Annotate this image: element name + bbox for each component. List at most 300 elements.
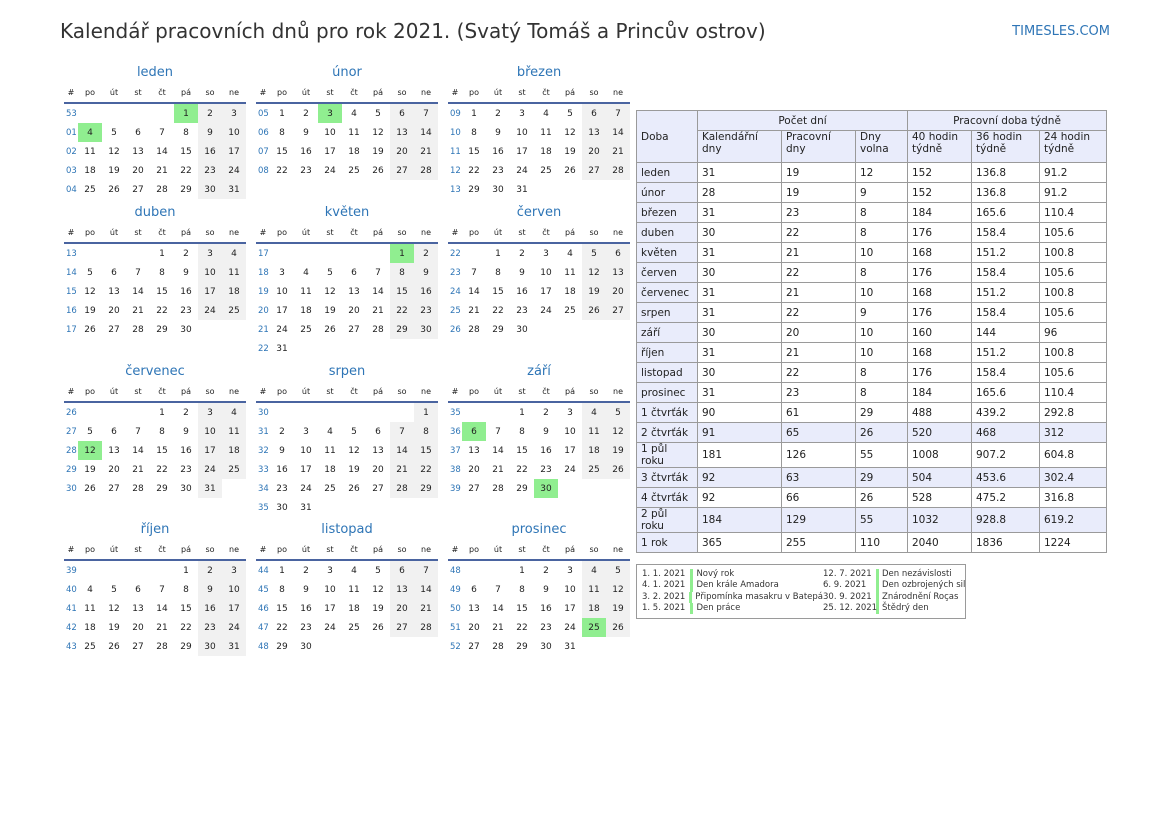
day-cell: 27: [108, 324, 120, 335]
day-cell: 2: [495, 108, 501, 119]
day-cell: 13: [372, 445, 384, 456]
day-cell: 16: [276, 464, 288, 475]
day-cell: 20: [390, 142, 414, 161]
day-cell: 23: [276, 483, 288, 494]
day-cell: [342, 243, 366, 263]
summary-value: 528: [908, 488, 972, 508]
holiday-name: Znárodnění Roças: [882, 591, 959, 602]
week-number: 39: [450, 483, 461, 494]
day-cell: [366, 402, 390, 422]
weekday-header: so: [390, 223, 414, 243]
site-link[interactable]: TIMESLES.COM: [1012, 24, 1110, 39]
day-cell: 28: [372, 324, 384, 335]
weekday-header: st: [510, 540, 534, 560]
day-cell: 7: [390, 422, 414, 441]
day-cell: 18: [582, 599, 606, 618]
day-cell: 15: [180, 603, 192, 614]
week-number: 07: [258, 146, 269, 157]
day-cell: 23: [180, 305, 192, 316]
day-cell: 18: [324, 464, 336, 475]
day-cell: 14: [132, 286, 144, 297]
day-cell: 9: [183, 426, 189, 437]
day-cell: 11: [222, 263, 246, 282]
weekday-header: pá: [366, 382, 390, 402]
week-number: 27: [66, 426, 77, 437]
weekday-header: st: [510, 382, 534, 402]
summary-value: 453.6: [972, 468, 1040, 488]
day-cell: 4: [582, 560, 606, 580]
day-cell: 17: [564, 603, 576, 614]
summary-value: 488: [908, 403, 972, 423]
day-cell: 6: [111, 267, 117, 278]
day-cell: 26: [324, 324, 336, 335]
day-cell: [606, 479, 630, 498]
month-calendar: [256, 364, 438, 517]
summary-period: srpen: [637, 303, 698, 323]
day-cell: 11: [582, 422, 606, 441]
weekday-header: út: [102, 540, 126, 560]
day-cell: 8: [414, 422, 438, 441]
day-cell: 10: [324, 584, 336, 595]
weekday-header: čt: [534, 223, 558, 243]
weekday-header: so: [582, 382, 606, 402]
weekday-header: po: [462, 223, 486, 243]
day-cell: 8: [183, 584, 189, 595]
day-cell: 21: [606, 142, 630, 161]
day-cell: 9: [198, 580, 222, 599]
day-cell: 31: [198, 479, 222, 498]
summary-value: 9: [856, 303, 908, 323]
day-cell: 31: [300, 502, 312, 513]
summary-period: 4 čtvrťák: [637, 488, 698, 508]
summary-value: 152: [908, 163, 972, 183]
summary-row: [637, 203, 1107, 223]
day-cell: 1: [279, 565, 285, 576]
weekday-header: po: [78, 382, 102, 402]
day-cell: 20: [108, 305, 120, 316]
summary-row: [637, 263, 1107, 283]
day-cell: 6: [606, 243, 630, 263]
day-cell: 22: [156, 464, 168, 475]
day-cell: [318, 402, 342, 422]
day-cell: 13: [468, 445, 480, 456]
day-cell: 23: [414, 301, 438, 320]
day-cell: 24: [198, 460, 222, 479]
day-cell: 1: [471, 108, 477, 119]
summary-value: 184: [698, 508, 782, 533]
week-number: 38: [450, 464, 461, 475]
day-cell: 22: [156, 305, 168, 316]
weekday-header: st: [126, 223, 150, 243]
day-cell: [342, 498, 366, 517]
weekday-header: čt: [534, 540, 558, 560]
weekday-header: pá: [174, 382, 198, 402]
weekday-header: čt: [150, 223, 174, 243]
day-cell: 19: [108, 165, 120, 176]
day-cell: 6: [462, 422, 486, 441]
month-calendar: [64, 65, 246, 199]
summary-value: 55: [856, 508, 908, 533]
day-cell: 23: [540, 464, 552, 475]
day-cell: 19: [564, 146, 576, 157]
day-cell: 18: [564, 286, 576, 297]
week-number: 04: [66, 184, 77, 195]
day-cell: 30: [540, 641, 552, 652]
summary-value: 21: [782, 283, 856, 303]
summary-period: duben: [637, 223, 698, 243]
summary-value: 907.2: [972, 443, 1040, 468]
day-cell: 19: [372, 603, 384, 614]
day-cell: 5: [351, 426, 357, 437]
legend-row: [642, 580, 965, 591]
day-cell: 31: [222, 637, 246, 656]
weekday-header: pá: [174, 540, 198, 560]
week-number: 26: [450, 324, 461, 335]
summary-value: 61: [782, 403, 856, 423]
summary-period: 1 rok: [637, 533, 698, 553]
day-cell: 24: [516, 165, 528, 176]
day-cell: 21: [414, 599, 438, 618]
day-cell: 21: [468, 305, 480, 316]
summary-value: 152: [908, 183, 972, 203]
day-cell: 30: [300, 641, 312, 652]
weekday-header: po: [270, 223, 294, 243]
month-name: srpen: [328, 364, 366, 379]
day-cell: 4: [543, 108, 549, 119]
summary-value: 19: [782, 183, 856, 203]
summary-value: 12: [856, 163, 908, 183]
day-cell: 5: [327, 267, 333, 278]
day-cell: [582, 637, 606, 656]
legend-item: [823, 569, 965, 580]
summary-value: 158.4: [972, 363, 1040, 383]
day-cell: 6: [111, 426, 117, 437]
day-cell: 12: [108, 146, 120, 157]
weekday-header: pá: [558, 382, 582, 402]
day-cell: 1: [495, 248, 501, 259]
day-cell: 26: [84, 324, 96, 335]
day-cell: 2: [183, 407, 189, 418]
day-cell: 14: [414, 580, 438, 599]
day-cell: [534, 320, 558, 339]
month-name: březen: [516, 65, 562, 80]
day-cell: 24: [198, 301, 222, 320]
week-number: 14: [66, 267, 77, 278]
weekday-header: ne: [414, 540, 438, 560]
day-cell: 7: [606, 103, 630, 123]
weekday-header: #: [64, 540, 78, 560]
summary-value: 92: [698, 468, 782, 488]
week-number: 05: [258, 108, 269, 119]
summary-value: 31: [698, 383, 782, 403]
day-cell: 13: [606, 263, 630, 282]
summary-value: 23: [782, 383, 856, 403]
day-cell: 16: [180, 286, 192, 297]
summary-value: 302.4: [1040, 468, 1107, 488]
week-number: 30: [66, 483, 77, 494]
day-cell: 7: [495, 584, 501, 595]
summary-value: 91: [698, 423, 782, 443]
summary-value: 105.6: [1040, 263, 1107, 283]
day-cell: 23: [516, 305, 528, 316]
summary-row: [637, 423, 1107, 443]
month-name: leden: [136, 65, 174, 80]
day-cell: 21: [156, 622, 168, 633]
summary-value: 21: [782, 243, 856, 263]
summary-value: 31: [698, 243, 782, 263]
day-cell: 19: [582, 282, 606, 301]
day-cell: 20: [372, 464, 384, 475]
weekday-header: po: [270, 83, 294, 103]
day-cell: 13: [132, 146, 144, 157]
summary-value: 181: [698, 443, 782, 468]
day-cell: 14: [414, 123, 438, 142]
summary-value: 91.2: [1040, 183, 1107, 203]
day-cell: 28: [414, 161, 438, 180]
day-cell: [414, 498, 438, 517]
week-number: 15: [66, 286, 77, 297]
day-cell: [150, 560, 174, 580]
weekday-header: pá: [558, 540, 582, 560]
day-cell: [390, 637, 414, 656]
day-cell: 27: [390, 161, 414, 180]
holiday-date: 30. 9. 2021: [823, 592, 879, 603]
month-name: listopad: [321, 522, 373, 537]
week-number: 40: [66, 584, 77, 595]
summary-value: 10: [856, 343, 908, 363]
day-cell: 3: [222, 560, 246, 580]
day-cell: [78, 560, 102, 580]
day-cell: 29: [516, 483, 528, 494]
day-cell: 15: [516, 445, 528, 456]
week-number: 50: [450, 603, 461, 614]
day-cell: 9: [303, 584, 309, 595]
day-cell: 9: [543, 426, 549, 437]
day-cell: 2: [543, 407, 549, 418]
week-number: 25: [450, 305, 461, 316]
day-cell: 16: [300, 146, 312, 157]
summary-row: [637, 403, 1107, 423]
day-cell: [318, 637, 342, 656]
month-calendar: [448, 522, 630, 656]
day-cell: [318, 243, 342, 263]
day-cell: 24: [564, 464, 576, 475]
summary-value: 96: [1040, 323, 1107, 343]
day-cell: 12: [372, 127, 384, 138]
weekday-header: so: [198, 540, 222, 560]
day-cell: 10: [222, 580, 246, 599]
day-cell: 3: [567, 407, 573, 418]
day-cell: 20: [582, 142, 606, 161]
day-cell: 7: [375, 267, 381, 278]
day-cell: 1: [174, 103, 198, 123]
summary-subhead: 36 hodin týdně: [972, 131, 1040, 163]
summary-value: 66: [782, 488, 856, 508]
summary-value: 105.6: [1040, 303, 1107, 323]
day-cell: [582, 479, 606, 498]
day-cell: 21: [132, 305, 144, 316]
day-cell: 22: [492, 305, 504, 316]
day-cell: 28: [156, 184, 168, 195]
legend-item: [642, 580, 823, 591]
day-cell: 29: [516, 641, 528, 652]
summary-value: 31: [698, 203, 782, 223]
day-cell: [606, 320, 630, 339]
day-cell: 13: [468, 603, 480, 614]
day-cell: 17: [198, 282, 222, 301]
weekday-header: út: [294, 223, 318, 243]
day-cell: 5: [111, 584, 117, 595]
day-cell: [294, 402, 318, 422]
day-cell: 14: [156, 146, 168, 157]
day-cell: [582, 320, 606, 339]
summary-value: 165.6: [972, 383, 1040, 403]
month-calendar: [64, 205, 246, 339]
summary-row: [637, 163, 1107, 183]
day-cell: 16: [198, 142, 222, 161]
day-cell: 20: [390, 599, 414, 618]
weekday-header: ne: [222, 223, 246, 243]
weekday-header: po: [462, 83, 486, 103]
day-cell: 1: [159, 248, 165, 259]
day-cell: 17: [222, 142, 246, 161]
page-title: Kalendář pracovních dnů pro rok 2021. (Svatý Tomáš a Princův ostrov): [60, 19, 766, 43]
summary-value: 10: [856, 323, 908, 343]
day-cell: 26: [606, 460, 630, 479]
month-calendar: [448, 65, 630, 199]
day-cell: 25: [84, 641, 96, 652]
weekday-header: čt: [150, 540, 174, 560]
summary-value: 158.4: [972, 263, 1040, 283]
day-cell: 20: [606, 282, 630, 301]
day-cell: 15: [180, 146, 192, 157]
holiday-name: Den nezávislosti: [882, 569, 952, 579]
day-cell: 16: [180, 445, 192, 456]
week-number: 34: [258, 483, 269, 494]
day-cell: 17: [324, 603, 336, 614]
week-number: 13: [450, 184, 461, 195]
summary-value: 21: [782, 343, 856, 363]
day-cell: 10: [300, 445, 312, 456]
day-cell: 19: [348, 464, 360, 475]
day-cell: 8: [519, 584, 525, 595]
week-number: 35: [258, 502, 269, 513]
summary-value: 110: [856, 533, 908, 553]
summary-value: 184: [908, 383, 972, 403]
day-cell: 3: [303, 426, 309, 437]
day-cell: 8: [279, 127, 285, 138]
day-cell: 4: [222, 243, 246, 263]
weekday-header: čt: [342, 83, 366, 103]
day-cell: 16: [540, 445, 552, 456]
day-cell: 13: [390, 123, 414, 142]
day-cell: 29: [156, 483, 168, 494]
day-cell: [390, 339, 414, 358]
day-cell: 3: [327, 565, 333, 576]
day-cell: 19: [84, 305, 96, 316]
day-cell: [558, 180, 582, 199]
day-cell: [486, 402, 510, 422]
day-cell: 10: [198, 422, 222, 441]
summary-value: 20: [782, 323, 856, 343]
day-cell: 21: [414, 142, 438, 161]
summary-value: 136.8: [972, 163, 1040, 183]
month-name: duben: [134, 205, 176, 220]
day-cell: 16: [540, 603, 552, 614]
summary-subhead: 24 hodin týdně: [1040, 131, 1107, 163]
day-cell: 20: [468, 622, 480, 633]
weekday-header: ne: [606, 540, 630, 560]
day-cell: 6: [582, 103, 606, 123]
week-number: 13: [66, 248, 77, 259]
day-cell: 7: [495, 426, 501, 437]
weekday-header: so: [582, 83, 606, 103]
weekday-header: #: [448, 223, 462, 243]
day-cell: 31: [564, 641, 576, 652]
day-cell: 14: [156, 603, 168, 614]
day-cell: 27: [468, 483, 480, 494]
weekday-header: ne: [606, 382, 630, 402]
week-number: 12: [450, 165, 461, 176]
day-cell: 29: [414, 479, 438, 498]
summary-row: [637, 533, 1107, 553]
day-cell: 16: [492, 146, 504, 157]
week-number: 36: [450, 426, 461, 437]
week-number: 49: [450, 584, 461, 595]
summary-head-period: Doba: [637, 111, 698, 163]
summary-value: 19: [782, 163, 856, 183]
day-cell: 12: [582, 263, 606, 282]
summary-period: 2 čtvrťák: [637, 423, 698, 443]
month-name: červen: [516, 205, 562, 220]
day-cell: 24: [300, 483, 312, 494]
week-number: 33: [258, 464, 269, 475]
day-cell: 2: [519, 248, 525, 259]
holiday-name: Připomínka masakru v Batepá: [695, 591, 823, 602]
day-cell: 27: [132, 641, 144, 652]
day-cell: [294, 339, 318, 358]
summary-value: 28: [698, 183, 782, 203]
day-cell: [534, 180, 558, 199]
day-cell: 11: [84, 146, 96, 157]
summary-value: 504: [908, 468, 972, 488]
summary-value: 312: [1040, 423, 1107, 443]
holiday-name: Nový rok: [696, 569, 735, 579]
day-cell: 8: [390, 263, 414, 282]
day-cell: 4: [303, 267, 309, 278]
day-cell: 28: [414, 618, 438, 637]
day-cell: 21: [156, 165, 168, 176]
legend-item: [642, 603, 823, 614]
day-cell: [462, 402, 486, 422]
day-cell: 8: [183, 127, 189, 138]
weekday-header: ne: [606, 223, 630, 243]
day-cell: 28: [132, 483, 144, 494]
week-number: 41: [66, 603, 77, 614]
day-cell: [366, 243, 390, 263]
legend-item: [642, 592, 823, 603]
day-cell: 20: [132, 165, 144, 176]
week-number: 29: [66, 464, 77, 475]
day-cell: 6: [390, 103, 414, 123]
day-cell: 10: [564, 584, 576, 595]
summary-value: 110.4: [1040, 383, 1107, 403]
summary-value: 10: [856, 283, 908, 303]
summary-value: 105.6: [1040, 363, 1107, 383]
day-cell: 12: [564, 127, 576, 138]
holiday-name: Štědrý den: [882, 602, 929, 613]
day-cell: 5: [375, 108, 381, 119]
